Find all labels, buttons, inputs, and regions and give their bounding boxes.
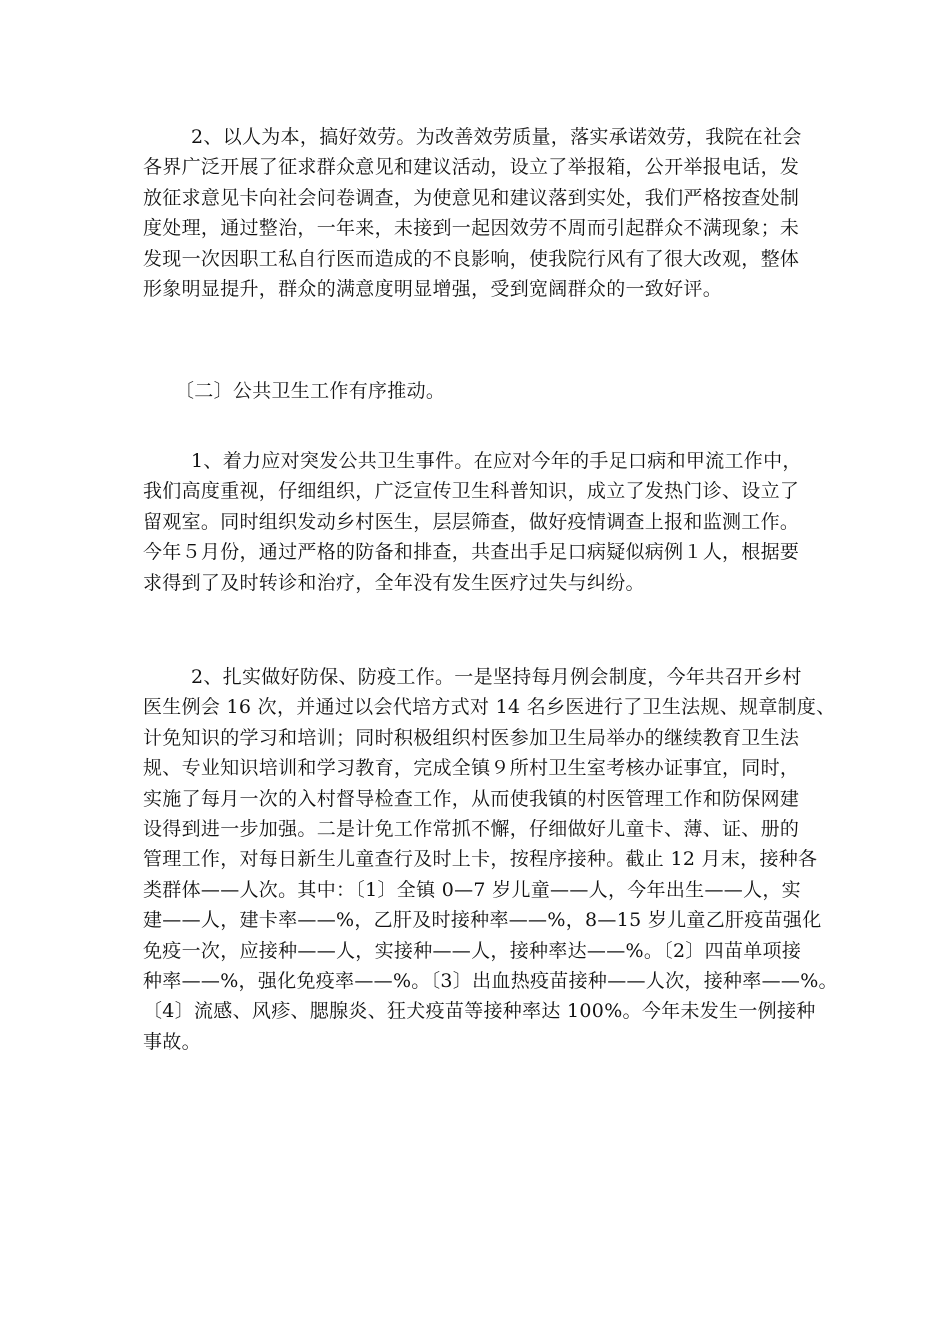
text-line: 各界广泛开展了征求群众意见和建议活动，设立了举报箱，公开举报电话，发 [143, 156, 800, 179]
text-line: 免疫一次，应接种——人，实接种——人，接种率达——%。〔2〕四苗单项接 [143, 939, 802, 962]
text-line: 求得到了及时转诊和治疗，全年没有发生医疗过失与纠纷。 [143, 571, 645, 594]
text-line: 留观室。同时组织发动乡村医生，层层筛查，做好疫情调查上报和监测工作。 [143, 510, 800, 533]
text-line: 管理工作，对每日新生儿童查行及时上卡，按程序接种。截止 12 月末，接种各 [143, 848, 818, 871]
text-line: 实施了每月一次的入村督导检查工作，从而使我镇的村医管理工作和防保网建 [143, 787, 800, 810]
text-line: 种率——%，强化免疫率——%。〔3〕出血热疫苗接种——人次，接种率——%。 [143, 969, 838, 992]
text-line: 规、专业知识培训和学习教育，完成全镇９所村卫生室考核办证事宜，同时， [143, 757, 800, 780]
heading-text: 〔二〕公共卫生工作有序推动。 [175, 380, 446, 402]
text-line: 事故。 [143, 1030, 201, 1053]
text-line: 2、扎实做好防保、防疫工作。一是坚持每月例会制度，今年共召开乡村 [191, 666, 802, 688]
text-line: 今年５月份，通过严格的防备和排查，共查出手足口病疑似病例１人，根据要 [143, 541, 800, 564]
text-line: 我们高度重视，仔细组织，广泛宣传卫生科普知识，成立了发热门诊、设立了 [143, 480, 800, 503]
text-line: 医生例会 16 次，并通过以会代培方式对 14 名乡医进行了卫生法规、规章制度、 [143, 696, 836, 719]
text-line: 设得到进一步加强。二是计免工作常抓不懈，仔细做好儿童卡、薄、证、册的 [143, 817, 800, 840]
paragraph-emergency [143, 446, 815, 598]
text-line: 类群体——人次。其中：〔1〕全镇 0—7 岁儿童——人，今年出生——人，实 [143, 878, 801, 901]
text-line: 度处理，通过整治，一年来，未接到一起因效劳不周而引起群众不满现象；未 [143, 217, 800, 240]
paragraph-service [143, 122, 815, 304]
section-heading [143, 376, 815, 406]
text-line: 发现一次因职工私自行医而造成的不良影响，使我院行风有了很大改观，整体 [143, 247, 800, 270]
paragraph-prevention [143, 662, 838, 1057]
text-line: 建——人，建卡率——%，乙肝及时接种率——%，8—15 岁儿童乙肝疫苗强化 [143, 909, 822, 932]
text-line: 1、着力应对突发公共卫生事件。在应对今年的手足口病和甲流工作中， [191, 450, 802, 472]
text-line: 2、以人为本，搞好效劳。为改善效劳质量，落实承诺效劳，我院在社会 [191, 126, 802, 148]
text-line: 计免知识的学习和培训；同时积极组织村医参加卫生局举办的继续教育卫生法 [143, 726, 800, 749]
text-line: 形象明显提升，群众的满意度明显增强，受到宽阔群众的一致好评。 [143, 277, 723, 300]
text-line: 〔4〕流感、风疹、腮腺炎、狂犬疫苗等接种率达 100%。今年未发生一例接种 [143, 1000, 816, 1023]
text-line: 放征求意见卡向社会问卷调查，为使意见和建议落到实处，我们严格按查处制 [143, 186, 800, 209]
